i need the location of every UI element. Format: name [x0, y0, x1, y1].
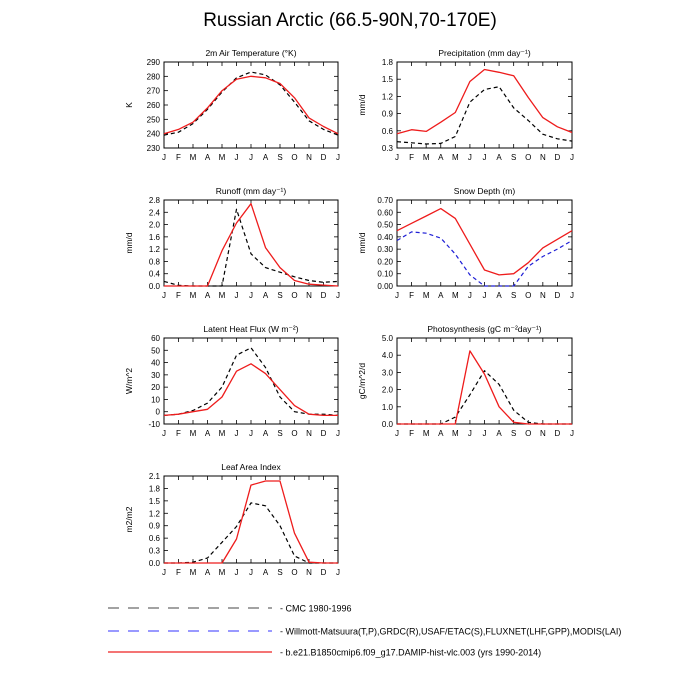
x-tick-label: F — [409, 153, 415, 162]
x-tick-label: N — [306, 153, 312, 162]
y-tick-label: 50 — [151, 346, 160, 356]
series-line — [164, 209, 338, 286]
x-tick-label: O — [525, 429, 532, 438]
x-tick-label: J — [336, 291, 340, 300]
y-tick-label: 1.2 — [381, 92, 393, 102]
x-tick-label: A — [204, 153, 211, 162]
x-tick-label: J — [336, 568, 340, 577]
x-tick-label: J — [336, 153, 340, 162]
legend-label: - b.e21.B1850cmip6.f09_g17.DAMIP-hist-vlc.003 (yrs 1990-2014) — [280, 647, 542, 658]
y-tick-label: 1.0 — [381, 402, 393, 412]
x-tick-label: J — [395, 291, 399, 300]
x-tick-label: F — [176, 291, 181, 300]
x-tick-label: A — [438, 291, 444, 300]
x-tick-label: D — [554, 429, 561, 438]
x-tick-label: M — [189, 429, 197, 438]
chart-panel-4 — [357, 186, 574, 300]
series-line — [397, 232, 572, 286]
x-tick-label: A — [496, 153, 502, 162]
series-line — [164, 364, 338, 416]
y-tick-label: 3.0 — [381, 368, 393, 378]
x-tick-label: J — [467, 291, 472, 300]
x-tick-label: J — [162, 291, 166, 300]
y-tick-label: 10 — [151, 395, 160, 405]
y-tick-label: 0.10 — [377, 269, 393, 279]
x-tick-label: J — [162, 429, 166, 438]
y-tick-label: 0.60 — [377, 208, 393, 218]
panel-title: Latent Heat Flux (W m⁻²) — [203, 324, 299, 334]
y-tick-label: 0.0 — [381, 420, 393, 429]
x-tick-label: N — [539, 429, 546, 438]
y-tick-label: 0.9 — [381, 109, 393, 119]
legend — [108, 604, 621, 658]
x-tick-label: M — [218, 429, 226, 438]
y-tick-label: 0.00 — [377, 282, 393, 291]
x-tick-label: A — [438, 153, 444, 162]
y-tick-label: 1.2 — [148, 245, 160, 255]
plot-frame — [397, 200, 572, 286]
y-tick-label: 1.8 — [381, 58, 393, 67]
x-tick-label: S — [277, 429, 283, 438]
x-tick-label: S — [510, 291, 517, 300]
legend-label: - CMC 1980-1996 — [280, 603, 352, 614]
y-tick-label: 5.0 — [381, 334, 393, 343]
x-tick-label: M — [218, 291, 226, 300]
y-tick-label: 230 — [146, 144, 160, 153]
series-line — [164, 204, 338, 286]
y-tick-label: 250 — [146, 115, 160, 125]
y-tick-label: 30 — [151, 370, 160, 380]
y-tick-label: 0.3 — [148, 546, 160, 556]
panel-title: Precipitation (mm day⁻¹) — [438, 48, 531, 58]
plot-frame — [164, 338, 338, 424]
plot-frame — [397, 338, 572, 424]
x-tick-label: O — [291, 429, 298, 438]
y-tick-label: 0.50 — [377, 220, 393, 230]
x-tick-label: J — [234, 153, 239, 162]
x-tick-label: J — [482, 429, 487, 438]
y-tick-label: 0.40 — [377, 232, 393, 242]
x-tick-label: S — [277, 153, 283, 162]
y-tick-label: 0.30 — [377, 245, 393, 255]
x-tick-label: J — [249, 291, 253, 300]
y-tick-label: 0.0 — [148, 282, 160, 291]
y-tick-label: 0.6 — [148, 534, 160, 544]
y-tick-label: 2.0 — [381, 385, 393, 395]
series-line — [164, 348, 338, 416]
x-tick-label: A — [262, 568, 269, 577]
x-tick-label: M — [451, 153, 459, 162]
y-tick-label: 1.5 — [381, 75, 393, 85]
x-tick-label: O — [525, 291, 532, 300]
plot-frame — [164, 476, 338, 563]
x-tick-label: J — [570, 153, 574, 162]
x-tick-label: A — [204, 429, 211, 438]
x-tick-label: J — [249, 153, 253, 162]
y-tick-label: 240 — [146, 129, 160, 139]
x-tick-label: J — [336, 429, 340, 438]
x-tick-label: J — [395, 153, 399, 162]
x-tick-label: A — [204, 568, 211, 577]
x-tick-label: D — [320, 429, 327, 438]
x-tick-label: F — [409, 291, 415, 300]
y-tick-label: 0.20 — [377, 257, 393, 267]
panel-title: Leaf Area Index — [221, 462, 281, 472]
y-tick-label: 1.8 — [148, 484, 160, 494]
chart-panel-2 — [357, 48, 574, 162]
y-tick-label: 20 — [151, 383, 160, 393]
y-tick-label: 0.6 — [381, 126, 393, 136]
x-tick-label: S — [510, 429, 517, 438]
x-tick-label: M — [422, 291, 430, 300]
y-tick-label: 260 — [146, 101, 160, 110]
plot-frame — [164, 62, 338, 148]
chart-panel-7 — [124, 462, 340, 577]
x-tick-label: S — [277, 291, 283, 300]
x-tick-label: O — [291, 291, 298, 300]
x-tick-label: N — [306, 291, 312, 300]
y-tick-label: 270 — [146, 86, 160, 96]
series-line — [397, 87, 572, 144]
series-line — [397, 351, 572, 424]
x-tick-label: F — [176, 568, 181, 577]
panel-title: Snow Depth (m) — [453, 186, 516, 196]
x-tick-label: N — [306, 568, 312, 577]
x-tick-label: M — [189, 153, 197, 162]
y-tick-label: 2.4 — [148, 208, 160, 218]
x-tick-label: J — [467, 429, 472, 438]
x-tick-label: M — [451, 291, 459, 300]
y-tick-label: 2.0 — [148, 220, 160, 230]
x-tick-label: M — [189, 568, 197, 577]
series-line — [397, 371, 572, 424]
x-tick-label: F — [176, 153, 181, 162]
y-tick-label: 2.1 — [148, 472, 160, 481]
x-tick-label: A — [262, 153, 269, 162]
y-tick-label: 0.3 — [381, 144, 393, 153]
x-tick-label: S — [277, 568, 283, 577]
y-axis-label: W/m^2 — [124, 367, 134, 395]
y-tick-label: -10 — [148, 420, 160, 429]
x-tick-label: F — [409, 429, 415, 438]
x-tick-label: M — [422, 153, 430, 162]
figure-title: Russian Arctic (66.5-90N,70-170E) — [203, 10, 497, 31]
x-tick-label: N — [306, 429, 312, 438]
y-tick-label: 60 — [151, 334, 160, 343]
y-tick-label: 1.2 — [148, 509, 160, 519]
x-tick-label: J — [162, 568, 166, 577]
y-axis-label: mm/d — [357, 232, 367, 254]
x-tick-label: J — [482, 291, 487, 300]
x-tick-label: M — [218, 153, 226, 162]
x-tick-label: J — [234, 291, 239, 300]
x-tick-label: D — [554, 291, 561, 300]
x-tick-label: S — [510, 153, 517, 162]
x-tick-label: O — [525, 153, 532, 162]
y-tick-label: 290 — [146, 58, 160, 67]
legend-label: - Willmott-Matsuura(T,P),GRDC(R),USAF/ETAC(S),FLUXNET(LHF,GPP),MODIS(LAI) — [280, 626, 622, 637]
y-axis-label: gC/m^2/d — [357, 362, 367, 400]
series-line — [164, 481, 338, 563]
x-tick-label: J — [162, 153, 166, 162]
x-tick-label: F — [176, 429, 181, 438]
panel-title: 2m Air Temperature (°K) — [205, 48, 297, 58]
x-tick-label: D — [320, 153, 327, 162]
panel-title: Photosynthesis (gC m⁻²day⁻¹) — [427, 324, 542, 334]
chart-panel-1 — [124, 48, 340, 162]
x-tick-label: A — [496, 291, 502, 300]
x-tick-label: J — [249, 429, 253, 438]
panel-title: Runoff (mm day⁻¹) — [215, 186, 287, 196]
series-line — [164, 503, 338, 563]
x-tick-label: N — [539, 153, 546, 162]
y-tick-label: 40 — [151, 358, 160, 368]
series-line — [397, 209, 572, 275]
y-axis-label: m2/m2 — [124, 506, 134, 533]
series-line — [164, 72, 338, 135]
x-tick-label: A — [262, 291, 269, 300]
x-tick-label: D — [320, 568, 327, 577]
x-tick-label: J — [570, 429, 574, 438]
y-tick-label: 1.6 — [148, 232, 160, 242]
y-tick-label: 0.8 — [148, 257, 160, 267]
y-tick-label: 0.4 — [148, 269, 160, 279]
x-tick-label: D — [554, 153, 561, 162]
x-tick-label: M — [422, 429, 430, 438]
x-tick-label: M — [451, 429, 459, 438]
x-tick-label: J — [467, 153, 472, 162]
x-tick-label: J — [570, 291, 574, 300]
y-axis-label: mm/d — [124, 232, 134, 254]
y-tick-label: 0.70 — [377, 196, 393, 205]
y-tick-label: 2.8 — [148, 196, 160, 205]
x-tick-label: O — [291, 568, 298, 577]
x-tick-label: A — [496, 429, 502, 438]
series-line — [397, 70, 572, 134]
chart-panel-3 — [124, 186, 340, 300]
y-axis-label: mm/d — [357, 94, 367, 116]
x-tick-label: J — [234, 568, 239, 577]
y-tick-label: 1.5 — [148, 496, 160, 506]
x-tick-label: D — [320, 291, 327, 300]
x-tick-label: J — [234, 429, 239, 438]
x-tick-label: M — [218, 568, 226, 577]
chart-panel-6 — [357, 324, 574, 438]
y-tick-label: 0.9 — [148, 521, 160, 531]
x-tick-label: O — [291, 153, 298, 162]
x-tick-label: A — [262, 429, 269, 438]
x-tick-label: N — [539, 291, 546, 300]
x-tick-label: A — [438, 429, 444, 438]
y-tick-label: 280 — [146, 72, 160, 82]
y-tick-label: 0.0 — [148, 559, 160, 568]
y-tick-label: 4.0 — [381, 351, 393, 361]
x-tick-label: M — [189, 291, 197, 300]
x-tick-label: J — [249, 568, 253, 577]
x-tick-label: A — [204, 291, 211, 300]
plot-frame — [164, 200, 338, 286]
x-tick-label: J — [482, 153, 487, 162]
chart-panel-5 — [124, 324, 340, 438]
x-tick-label: J — [395, 429, 399, 438]
y-tick-label: 0 — [155, 407, 160, 417]
y-axis-label: K — [124, 102, 134, 108]
